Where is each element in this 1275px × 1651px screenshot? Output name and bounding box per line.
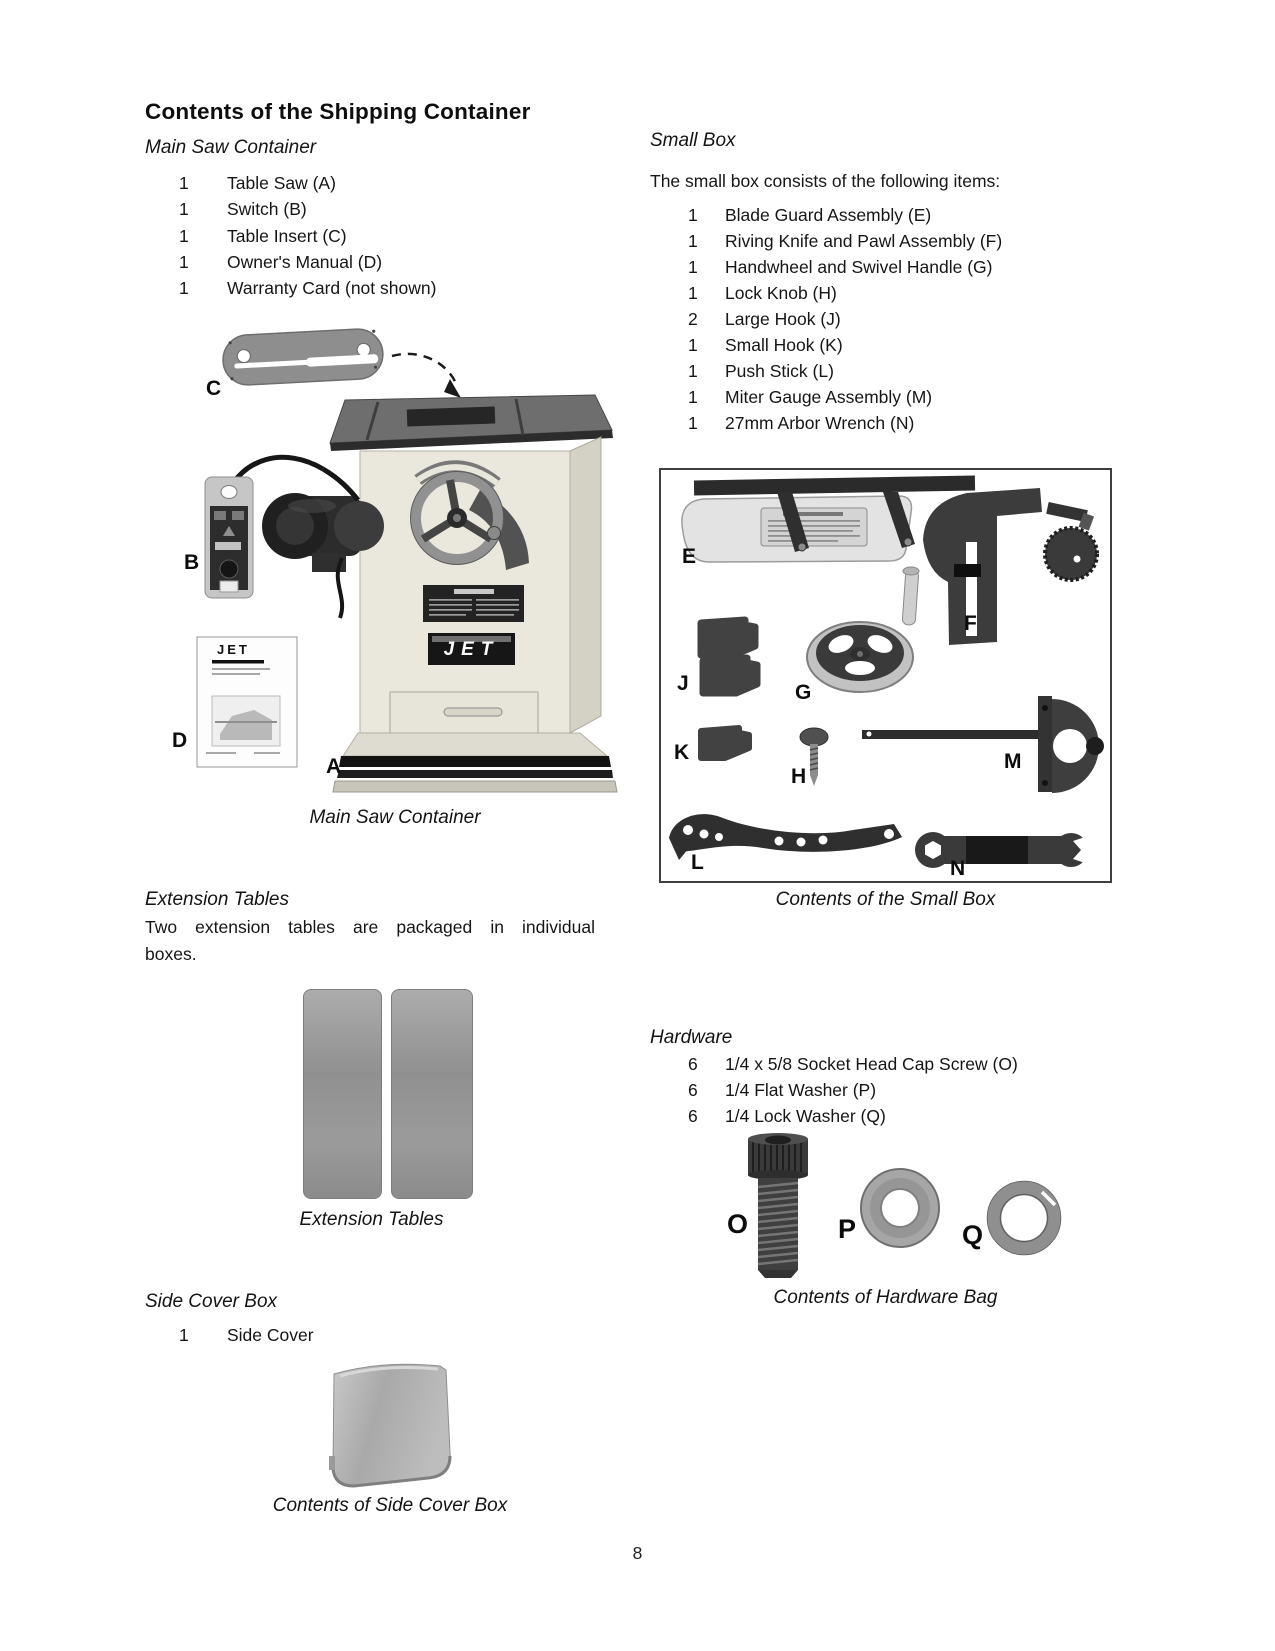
item-qty: 1 <box>179 1325 189 1345</box>
callout-g: G <box>795 681 812 704</box>
callout-h: H <box>791 765 807 788</box>
item-label: 1/4 Flat Washer (P) <box>725 1080 877 1100</box>
list-item <box>179 199 619 224</box>
callout-e: E <box>682 545 697 568</box>
item-qty: 1 <box>688 413 698 433</box>
item-label: Table Saw (A) <box>227 173 336 193</box>
manual-jet-logo-text: JET <box>217 642 250 657</box>
extension-table-left-image <box>303 989 382 1199</box>
item-label: Riving Knife and Pawl Assembly (F) <box>725 231 1003 251</box>
list-item <box>688 413 1118 438</box>
small-box-illustration <box>661 470 1110 881</box>
item-qty: 1 <box>688 387 698 407</box>
item-qty: 1 <box>179 226 189 246</box>
item-qty: 6 <box>688 1106 698 1126</box>
callout-c: C <box>206 377 222 400</box>
item-label: Large Hook (J) <box>725 309 841 329</box>
item-label: Switch (B) <box>227 199 307 219</box>
item-qty: 2 <box>688 309 698 329</box>
item-label: 1/4 x 5/8 Socket Head Cap Screw (O) <box>725 1054 1018 1074</box>
list-item <box>179 173 619 198</box>
list-item <box>688 1054 1118 1079</box>
list-item <box>688 309 1118 334</box>
callout-b: B <box>184 551 200 574</box>
item-qty: 1 <box>688 257 698 277</box>
heading-hardware: Hardware <box>650 1027 733 1048</box>
callout-j: J <box>677 672 689 695</box>
heading-side-cover-box: Side Cover Box <box>145 1291 278 1312</box>
main-saw-figure <box>160 320 630 800</box>
list-item <box>688 205 1118 230</box>
item-qty: 1 <box>688 231 698 251</box>
list-item <box>688 283 1118 308</box>
caption-side-cover: Contents of Side Cover Box <box>272 1495 508 1516</box>
jet-logo-text: JET <box>443 639 500 660</box>
item-label: Owner's Manual (D) <box>227 252 383 272</box>
caption-hardware: Contents of Hardware Bag <box>773 1287 998 1308</box>
item-qty: 1 <box>179 278 189 298</box>
item-label: Blade Guard Assembly (E) <box>725 205 932 225</box>
list-item <box>688 231 1118 256</box>
item-label: Small Hook (K) <box>725 335 843 355</box>
item-label: 1/4 Lock Washer (Q) <box>725 1106 886 1126</box>
callout-f: F <box>964 612 977 635</box>
small-box-intro: The small box consists of the following items: <box>650 171 1001 191</box>
item-label: Miter Gauge Assembly (M) <box>725 387 933 407</box>
caption-main-saw: Main Saw Container <box>309 807 481 828</box>
caption-small-box: Contents of the Small Box <box>775 889 996 910</box>
item-qty: 1 <box>688 205 698 225</box>
item-qty: 1 <box>179 199 189 219</box>
item-label: Table Insert (C) <box>227 226 347 246</box>
heading-main-saw-container: Main Saw Container <box>145 137 317 158</box>
page-title: Contents of the Shipping Container <box>145 99 531 124</box>
callout-d: D <box>172 729 188 752</box>
side-cover-figure <box>320 1356 457 1494</box>
page-number: 8 <box>632 1543 643 1563</box>
main-saw-illustration <box>160 320 630 800</box>
item-label: 27mm Arbor Wrench (N) <box>725 413 915 433</box>
small-box-figure <box>659 468 1112 883</box>
caption-extension-tables: Extension Tables <box>299 1209 444 1230</box>
side-cover-illustration <box>320 1356 457 1494</box>
item-label: Side Cover <box>227 1325 314 1345</box>
item-qty: 1 <box>688 283 698 303</box>
list-item <box>179 252 619 277</box>
callout-k: K <box>674 741 690 764</box>
callout-a: A <box>326 755 342 778</box>
item-qty: 1 <box>179 173 189 193</box>
callout-p: P <box>838 1214 857 1244</box>
hardware-illustration <box>680 1125 1080 1285</box>
item-label: Lock Knob (H) <box>725 283 837 303</box>
item-qty: 1 <box>688 335 698 355</box>
list-item <box>688 1080 1118 1105</box>
callout-l: L <box>691 851 704 874</box>
item-qty: 6 <box>688 1054 698 1074</box>
callout-o: O <box>727 1209 749 1239</box>
item-qty: 6 <box>688 1080 698 1100</box>
item-qty: 1 <box>688 361 698 381</box>
list-item <box>688 361 1118 386</box>
heading-small-box: Small Box <box>650 130 736 151</box>
list-item <box>688 335 1118 360</box>
item-label: Handwheel and Swivel Handle (G) <box>725 257 993 277</box>
callout-m: M <box>1004 750 1022 773</box>
list-item <box>688 387 1118 412</box>
item-label: Push Stick (L) <box>725 361 834 381</box>
callout-q: Q <box>962 1220 984 1250</box>
callout-n: N <box>950 857 966 880</box>
item-label: Warranty Card (not shown) <box>227 278 437 298</box>
list-item <box>179 1325 619 1350</box>
list-item <box>179 226 619 251</box>
heading-extension-tables: Extension Tables <box>145 889 290 910</box>
extension-tables-text-line2: boxes. <box>145 944 197 964</box>
hardware-figure <box>680 1125 1080 1285</box>
list-item <box>688 257 1118 282</box>
extension-tables-text-line1: Two extension tables are packaged in individual <box>145 917 595 937</box>
list-item <box>179 278 619 303</box>
extension-table-right-image <box>391 989 473 1199</box>
item-qty: 1 <box>179 252 189 272</box>
